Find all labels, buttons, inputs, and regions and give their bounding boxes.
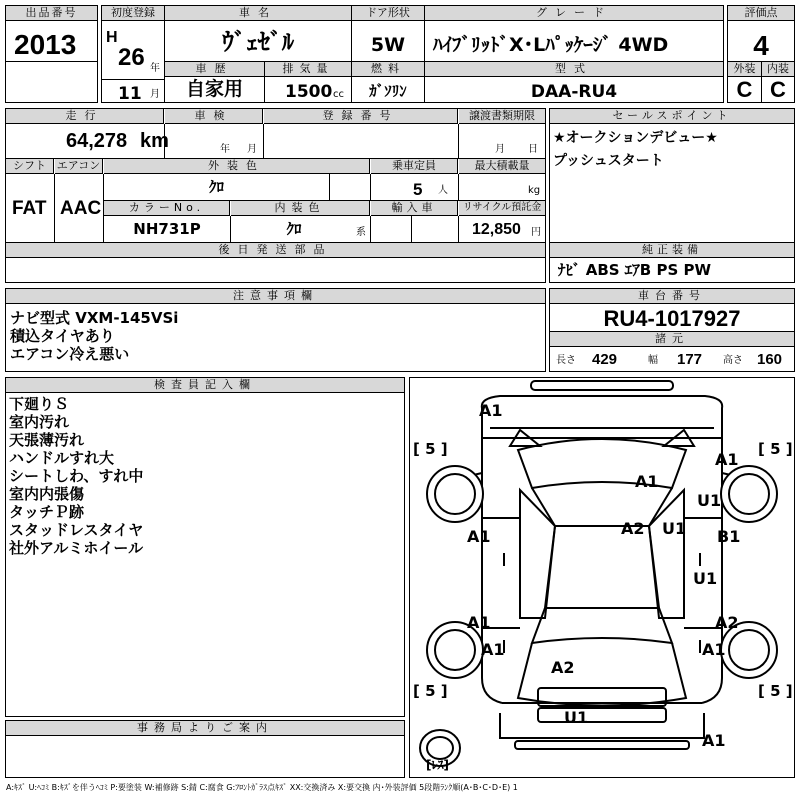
grade-value: ﾊｲﾌﾞﾘｯﾄﾞX･Lﾊﾟｯｹｰｼﾞ 4WD [433,34,669,56]
model-cell [424,61,724,103]
max-load-unit: kg [528,185,541,196]
import-label: 輸入車 [371,201,458,216]
int-grade-value: C [770,77,786,102]
int-grade-cell [761,61,795,103]
width-value: 177 [677,351,703,368]
equipment-label: 純正装備 [550,243,794,258]
displacement-unit: cc [333,89,344,100]
shift-value: FAT [12,198,47,219]
damage-diagram [409,377,795,778]
int-grade-label: 内装 [762,62,794,77]
grade-label: グレード [425,6,723,21]
car-outline [410,378,794,777]
damage-mark: A1 [635,472,659,491]
color-no-label: カラーNo. [104,201,230,216]
sales-points-block [549,108,795,283]
ext-color-value: ｸﾛ [208,178,224,196]
inspector-line-6: 室内内張傷 [9,485,85,503]
notes-label: 注意事項欄 [6,289,545,304]
damage-mark: U1 [662,519,687,538]
sales-point-2: プッシュスタート [553,153,664,169]
score-value: 4 [753,30,769,61]
ext-grade-value: C [736,77,753,102]
mileage-label: 走行 [6,109,164,124]
capacity-value: 5 [413,180,423,199]
damage-mark: A1 [467,613,491,632]
history-cell [164,61,265,103]
score-label: 評価点 [728,6,794,21]
tire-rear-right: [ 5 ] [758,682,793,700]
mileage-value: 64,278 [66,130,128,152]
inspection-month-unit: 月 [247,144,257,155]
damage-mark: A1 [479,401,503,420]
reg-no-label: 登録番号 [264,109,458,124]
history-value: 自家用 [185,78,243,100]
transfer-label: 譲渡書類期限 [459,109,545,124]
score-cell [727,5,795,62]
door-value: 5W [370,34,406,56]
car-name-cell [164,5,352,62]
chassis-block [549,288,795,372]
door-cell [351,5,425,62]
inspector-block [5,377,405,717]
damage-mark: A1 [702,731,726,750]
delivery-label: 後日発送部品 [6,243,545,258]
int-color-suffix: 系 [356,227,366,238]
model-label: 型式 [425,62,723,77]
damage-mark: U1 [693,569,718,588]
note-line-3: エアコン冷え悪い [10,345,130,363]
spare-tire-label: [ﾚｽ] [426,758,449,772]
displacement-label: 排気量 [265,62,351,77]
grade-cell [424,5,724,62]
year-label: 出品番号 [6,6,97,21]
transfer-month-unit: 月 [495,144,505,155]
year-blank-cell [5,61,98,103]
first-reg-label: 初度登録 [102,6,164,21]
office-label: 事務局よりご案内 [6,721,404,736]
ext-grade-label: 外装 [728,62,761,77]
fuel-label: 燃料 [352,62,424,77]
sales-point-1: ★オークションデビュー★ [553,130,718,146]
chassis-label: 車台番号 [550,289,794,304]
damage-mark: U1 [564,708,589,727]
tire-front-left: [ 5 ] [413,440,448,458]
damage-mark: A2 [621,519,645,538]
width-label: 幅 [648,355,658,366]
fuel-value: ｶﾞｿﾘﾝ [369,82,407,100]
car-name-label: 車名 [165,6,351,21]
damage-mark: U1 [697,491,722,510]
inspection-label: 車検 [165,109,263,124]
length-label: 長さ [556,355,576,366]
displacement-value: 1500 [285,82,333,102]
mileage-unit: km [140,130,169,152]
damage-mark: A1 [467,527,491,546]
era-letter: H [106,29,118,46]
inspector-line-8: スタッドレスタイヤ [9,521,144,539]
damage-mark: A1 [715,450,739,469]
year-value: 2013 [14,29,77,60]
inspector-line-3: 天張薄汚れ [9,431,85,449]
year-cell [5,5,98,62]
recycle-label: リサイクル預託金 [459,201,545,216]
history-label: 車歴 [165,62,264,77]
shift-label: シフト [6,159,54,174]
aircon-value: AAC [60,198,102,219]
damage-mark: A1 [481,640,505,659]
displacement-cell [264,61,352,103]
month-unit: 月 [150,89,160,100]
ext-color-label: 外装色 [104,159,370,174]
fuel-cell [351,61,425,103]
month-value: 11 [118,84,142,104]
tire-rear-left: [ 5 ] [413,682,448,700]
office-block [5,720,405,778]
capacity-label: 乗車定員 [371,159,458,174]
model-value: DAA-RU4 [530,82,618,102]
sales-points-label: セールスポイント [550,109,794,124]
length-value: 429 [592,351,618,368]
int-color-value: ｸﾛ [286,220,302,238]
era-year: 26 [118,44,145,71]
recycle-unit: 円 [531,227,541,238]
transfer-day-unit: 日 [528,144,538,155]
first-reg-cell [101,5,165,103]
damage-mark: A2 [551,658,575,677]
int-color-label: 内装色 [231,201,370,216]
inspector-line-2: 室内汚れ [9,413,70,431]
tire-front-right: [ 5 ] [758,440,793,458]
inspector-line-5: シートしわ、すれ中 [9,467,144,485]
dims-label: 諸元 [550,332,794,347]
car-name-value: ｳﾞｪｾﾞﾙ [222,28,294,56]
damage-mark: A1 [702,640,726,659]
damage-mark: B1 [717,527,741,546]
chassis-value: RU4-1017927 [603,306,741,331]
capacity-unit: 人 [438,185,448,196]
note-line-1: ナビ型式 VXM-145VSi [10,309,179,327]
notes-block [5,288,546,372]
inspector-line-9: 社外アルミホイール [9,539,144,557]
inspector-line-1: 下廻りＳ [9,395,70,413]
door-label: ドア形状 [352,6,424,21]
legend: A:ｷｽﾞ U:ﾍｺﾐ B:ｷｽﾞを伴うﾍｺﾐ P:要塗装 W:補修跡 S:錆 C:腐食 G:ﾌﾛﾝﾄｶﾞﾗｽ点ｷｽﾞ XX:交換済み X:要交換 内･外装評価 5段階ﾗﾝｸ順(A･B･C･D･E) 1 [6,783,518,792]
height-value: 160 [757,351,783,368]
inspector-label: 検査員記入欄 [6,378,404,393]
inspector-line-7: タッチＰ跡 [9,503,85,521]
note-line-2: 積込タイヤあり [10,327,115,345]
inspection-year-unit: 年 [220,144,230,155]
max-load-label: 最大積載量 [459,159,545,174]
equipment-value: ﾅﾋﾞ ABS ｴｱB PS PW [558,261,712,279]
height-label: 高さ [723,355,743,366]
era-year-unit: 年 [150,63,160,74]
damage-mark: A2 [715,613,739,632]
recycle-value: 12,850 [472,221,521,238]
aircon-label: エアコン [55,159,103,174]
color-no-value: NH731P [133,220,201,238]
inspector-line-4: ハンドルすれ大 [9,449,115,467]
ext-grade-cell [727,61,762,103]
